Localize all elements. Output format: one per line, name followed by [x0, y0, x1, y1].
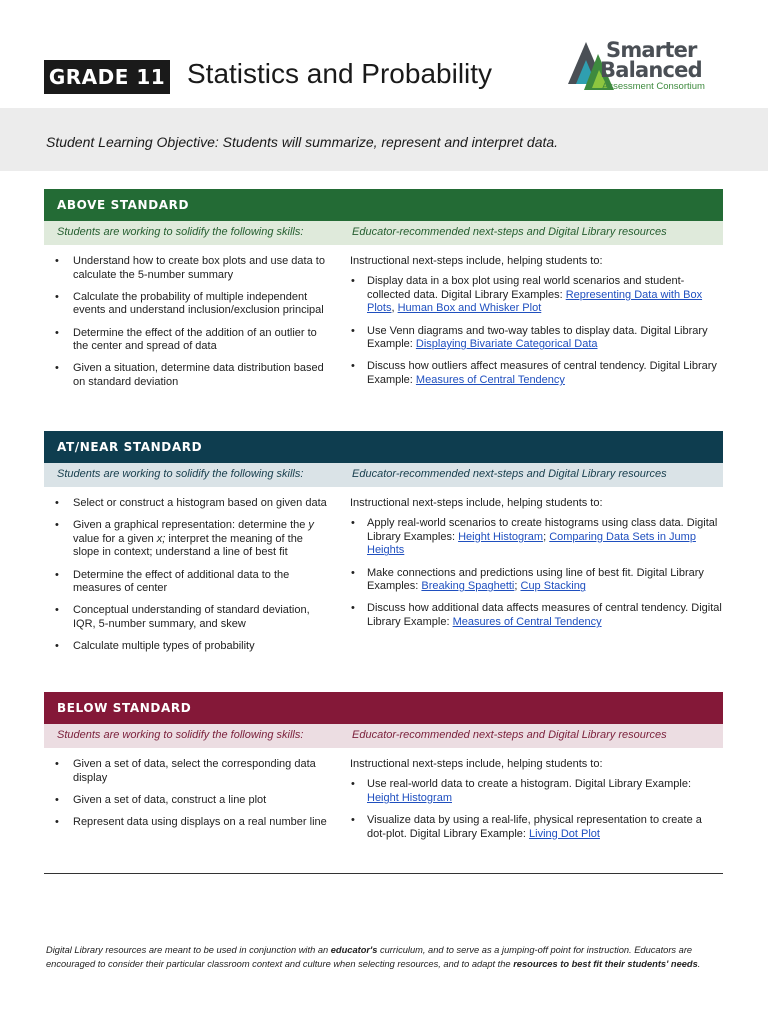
- resources-heading: Educator-recommended next-steps and Digital Library resources: [352, 468, 667, 480]
- resources-column: [350, 497, 722, 638]
- resources-heading: Educator-recommended next-steps and Digital Library resources: [352, 729, 667, 741]
- digital-library-link[interactable]: Comparing Data Sets in Jump Heights: [367, 530, 696, 557]
- resources-column: [350, 255, 722, 396]
- digital-library-link[interactable]: Cup Stacking: [520, 580, 586, 593]
- skill-item: • Given a set of data, construct a line plot: [44, 794, 329, 808]
- resources-column: [350, 758, 722, 850]
- next-step-text: Use Venn diagrams and two-way tables to display data. Digital Library Example:: [367, 324, 708, 351]
- next-step-item: [350, 360, 722, 387]
- skills-list: [44, 255, 329, 390]
- section-above-standard: [44, 189, 723, 409]
- skills-list: [44, 497, 329, 654]
- digital-library-link[interactable]: Living Dot Plot: [529, 827, 600, 840]
- skill-item: • Determine the effect of the addition of an outlier to the center and spread of data: [44, 327, 329, 354]
- skills-heading: Students are working to solidify the following skills:: [57, 226, 304, 238]
- digital-library-link[interactable]: Measures of Central Tendency: [452, 615, 602, 628]
- digital-library-link[interactable]: Displaying Bivariate Categorical Data: [415, 338, 598, 351]
- grade-badge: GRADE 11: [44, 60, 170, 94]
- next-step-item: [350, 275, 722, 316]
- footnote-text: curriculum, and to serve as a jumping-off point for instruction. Educators are encouraged to consider their particular classroom context and culture when selecting resources, and to adapt the: [46, 945, 693, 969]
- digital-library-link[interactable]: Breaking Spaghetti: [421, 580, 515, 593]
- next-steps-intro: Instructional next-steps include, helping students to:: [350, 758, 603, 770]
- skills-column: [44, 255, 329, 398]
- page-header: [44, 38, 728, 108]
- logo-word-balanced: Balanced: [600, 58, 702, 82]
- next-steps-intro: Instructional next-steps include, helping students to:: [350, 497, 603, 509]
- objective-band: [0, 108, 768, 171]
- footnote: [46, 944, 726, 971]
- skill-item: • Given a situation, determine data distribution based on standard deviation: [44, 362, 329, 389]
- digital-library-link[interactable]: Height Histogram: [367, 791, 452, 804]
- skill-item: • Understand how to create box plots and use data to calculate the 5-number summary: [44, 255, 329, 282]
- skill-item: • Conceptual understanding of standard deviation, IQR, 5-number summary, and skew: [44, 604, 329, 631]
- link-separator: ;: [514, 580, 521, 593]
- next-step-item: [350, 517, 722, 558]
- skill-item: • Calculate the probability of multiple independent events and understand inclusion/exclusion principal: [44, 291, 329, 318]
- page-title: Statistics and Probability: [187, 58, 493, 89]
- skills-column: [44, 758, 329, 838]
- skills-heading: Students are working to solidify the following skills:: [57, 729, 304, 741]
- footnote-bold: resources to best fit their students' needs: [513, 958, 698, 969]
- section-subheader: [44, 221, 723, 245]
- digital-library-link[interactable]: Height Histogram: [458, 530, 544, 543]
- skill-item: • Calculate multiple types of probability: [44, 640, 329, 654]
- next-step-item: [350, 567, 722, 594]
- smarter-balanced-logo: [566, 38, 724, 94]
- skill-item: • Select or construct a histogram based on given data: [44, 497, 329, 511]
- divider: [44, 873, 723, 874]
- skills-list: [44, 758, 329, 830]
- next-step-text: Display data in a box plot using real world scenarios and student-collected data. Digital Library Examples:: [367, 275, 685, 301]
- section-subheader: [44, 463, 723, 487]
- digital-library-link[interactable]: Representing Data with Box Plots: [367, 288, 703, 315]
- next-step-text: Discuss how additional data affects measures of central tendency. Digital Library Example:: [367, 602, 722, 628]
- section-below-standard: [44, 692, 723, 862]
- next-step-text: Use real-world data to create a histogram. Digital Library Example:: [367, 778, 692, 791]
- resources-heading: Educator-recommended next-steps and Digital Library resources: [352, 226, 667, 238]
- section-title: ABOVE STANDARD: [44, 189, 723, 221]
- skill-item: • Given a set of data, select the corresponding data display: [44, 758, 329, 785]
- skills-heading: Students are working to solidify the following skills:: [57, 468, 304, 480]
- digital-library-link[interactable]: Human Box and Whisker Plot: [397, 302, 542, 315]
- skill-item: • Given a graphical representation: determine the y value for a given x; interpret the meaning of the slope in context; understand a line of best fit: [44, 519, 329, 560]
- skill-item: • Determine the effect of additional data to the measures of center: [44, 569, 329, 596]
- footnote-bold: educator's: [330, 945, 378, 955]
- next-step-item: [350, 778, 722, 805]
- next-step-item: [350, 325, 722, 352]
- footnote-text: .: [697, 958, 701, 969]
- footnote-text: Digital Library resources are meant to be used in conjunction with an: [46, 945, 331, 955]
- section-subheader: [44, 724, 723, 748]
- digital-library-link[interactable]: Measures of Central Tendency: [415, 373, 565, 386]
- next-steps-list: [350, 275, 722, 387]
- section-at-near-standard: [44, 431, 723, 671]
- link-separator: ,: [391, 302, 398, 315]
- next-step-text: Discuss how outliers affect measures of central tendency. Digital Library Example:: [367, 360, 717, 386]
- next-steps-intro: Instructional next-steps include, helping students to:: [350, 255, 603, 267]
- section-title: BELOW STANDARD: [44, 692, 723, 724]
- logo-subtitle: Assessment Consortium: [602, 81, 705, 92]
- next-step-text: Make connections and predictions using line of best fit. Digital Library Examples:: [367, 566, 704, 593]
- next-step-text: Apply real-world scenarios to create histograms using class data. Digital Library Examples:: [367, 517, 718, 543]
- section-title: AT/NEAR STANDARD: [44, 431, 723, 463]
- next-steps-list: [350, 517, 722, 629]
- skill-item: • Represent data using displays on a real number line: [44, 816, 329, 830]
- logo-word-smarter: Smarter: [606, 38, 697, 62]
- next-step-text: Visualize data by using a real-life, physical representation to create a dot-plot. Digital Library Example:: [367, 813, 702, 840]
- next-steps-list: [350, 778, 722, 841]
- next-step-item: [350, 814, 722, 841]
- link-separator: ;: [543, 530, 550, 543]
- skills-column: [44, 497, 329, 662]
- next-step-item: [350, 602, 722, 629]
- learning-objective: Student Learning Objective: Students will summarize, represent and interpret data.: [46, 134, 559, 150]
